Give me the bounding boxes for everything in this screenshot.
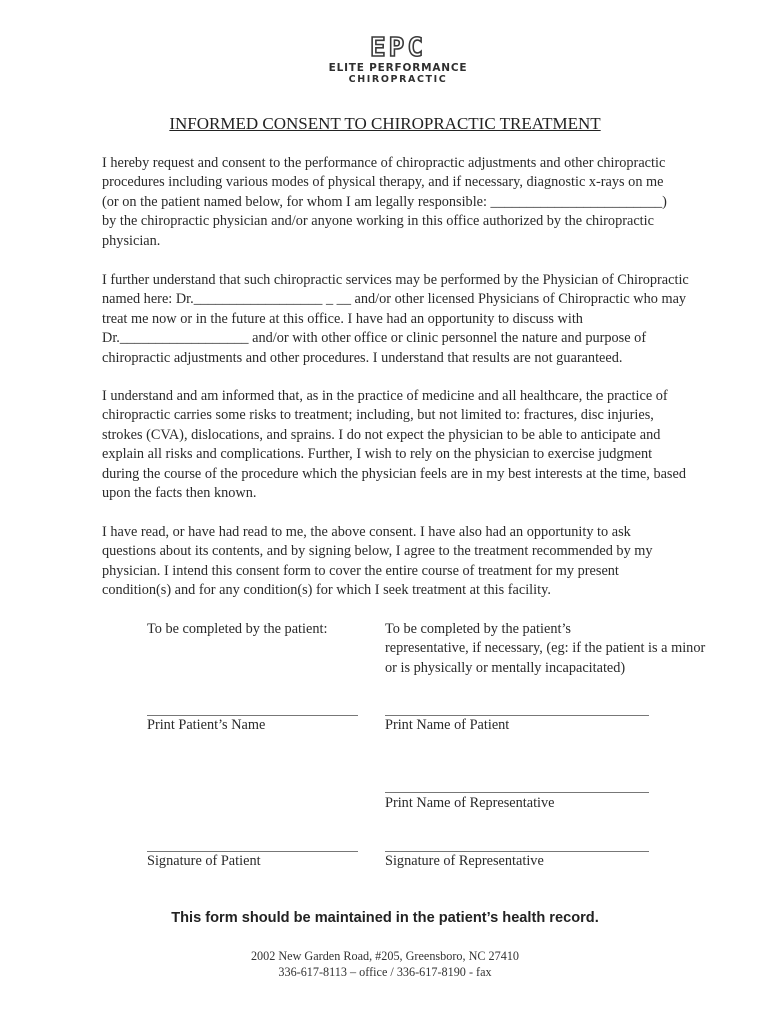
patient-section-heading — [147, 620, 327, 639]
footer-address: 2002 New Garden Road, #205, Greensboro, NC 27410 — [250, 949, 520, 963]
record-retention-note: This form should be maintained in the patient’s health record. — [171, 910, 599, 926]
patient-signature-label: Signature of Patient — [147, 853, 261, 869]
consent-paragraph-1 — [102, 154, 742, 251]
paragraph-line: chiropractic carries some risks to treatment; including, but not limited to: fractures, disc injuries, — [102, 407, 654, 424]
patient-name-label: Print Patient’s Name — [147, 717, 266, 733]
paragraph-line: physician. I intend this consent form to cover the entire course of treatment for my present — [102, 562, 619, 579]
paragraph-line: (or on the patient named below, for whom I am legally responsible: ________________________) — [102, 193, 667, 210]
paragraph-line: I have read, or have had read to me, the above consent. I have also had an opportunity to ask — [102, 524, 631, 540]
rep-signature-line[interactable] — [385, 851, 649, 852]
paragraph-line: named here: Dr.__________________ _ __ and/or other licensed Physicians of Chiropractic who may — [102, 291, 687, 308]
paragraph-line: procedures including various modes of physical therapy, and if necessary, diagnostic x-rays on me — [102, 174, 664, 191]
rep-print-name-line[interactable] — [385, 792, 649, 793]
rep-heading-line: representative, if necessary, (eg: if the patient is a minor — [385, 640, 706, 657]
paragraph-line: explain all risks and complications. Further, I wish to rely on the physician to exercise judgment — [102, 446, 653, 463]
patient-print-name-label: Print Name of Patient — [385, 717, 510, 733]
patient-signature-line[interactable] — [147, 851, 358, 852]
logo-name-line1: ELITE PERFORMANCE — [328, 62, 468, 74]
paragraph-line: by the chiropractic physician and/or anyone working in this office authorized by the chiropractic — [102, 213, 654, 230]
paragraph-line: I further understand that such chiropractic services may be performed by the Physician of Chiropractic — [102, 272, 689, 288]
patient-print-name-line[interactable] — [385, 715, 649, 716]
rep-print-name-label: Print Name of Representative — [385, 795, 555, 811]
document-title: INFORMED CONSENT TO CHIROPRACTIC TREATMENT — [169, 114, 601, 133]
consent-paragraph-2 — [102, 271, 742, 368]
rep-signature-label: Signature of Representative — [385, 853, 544, 869]
footer-contact — [0, 949, 770, 980]
paragraph-line: chiropractic adjustments and other procedures. I understand that results are not guaranteed. — [102, 349, 623, 366]
rep-heading-line: or is physically or mentally incapacitated) — [385, 659, 626, 676]
paragraph-line: Dr.__________________ and/or with other office or clinic personnel the nature and purpose of — [102, 330, 647, 347]
logo-name-line2: CHIROPRACTIC — [348, 74, 448, 85]
clinic-logo — [318, 34, 478, 86]
rep-heading-line: To be completed by the patient’s — [385, 621, 571, 637]
logo-mark: EPC — [370, 33, 426, 63]
footer-phone: 336-617-8113 – office / 336-617-8190 - fax — [278, 964, 492, 979]
paragraph-line: questions about its contents, and by signing below, I agree to the treatment recommended by my — [102, 543, 653, 560]
paragraph-line: treat me now or in the future at this office. I have had an opportunity to discuss with — [102, 310, 583, 327]
paragraph-line: during the course of the procedure which the physician feels are in my best interests at the time, based — [102, 465, 686, 482]
patient-name-line[interactable] — [147, 715, 358, 716]
paragraph-line: physician. — [102, 232, 161, 249]
representative-section-heading — [385, 620, 705, 678]
consent-paragraph-4 — [102, 523, 742, 601]
paragraph-line: upon the facts then known. — [102, 485, 257, 502]
paragraph-line: I hereby request and consent to the performance of chiropractic adjustments and other chiropractic — [102, 155, 666, 171]
patient-heading-text: To be completed by the patient: — [147, 621, 328, 637]
consent-paragraph-3 — [102, 387, 742, 503]
paragraph-line: I understand and am informed that, as in the practice of medicine and all healthcare, the practice of — [102, 388, 668, 404]
paragraph-line: strokes (CVA), dislocations, and sprains. I do not expect the physician to be able to anticipate and — [102, 426, 661, 443]
paragraph-line: condition(s) and for any condition(s) for which I seek treatment at this facility. — [102, 582, 551, 599]
